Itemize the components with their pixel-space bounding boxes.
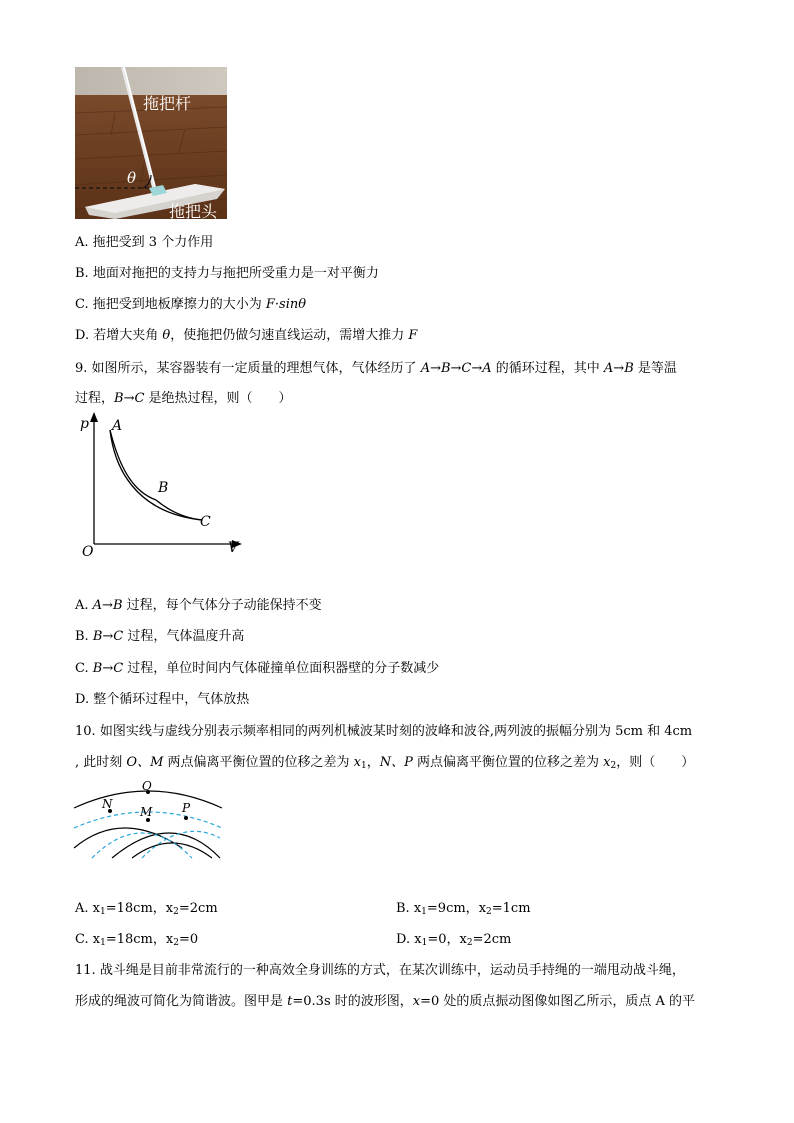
q8-option-d: D. 若增大夹角 θ，使拖把仍做匀速直线运动，需增大推力 F [75, 328, 418, 343]
axis-p: p [80, 416, 89, 432]
mop-photo [75, 67, 227, 219]
q9-option-a: A. A→B 过程，每个气体分子动能保持不变 [75, 598, 322, 613]
q10-stem-line1: 10. 如图实线与虚线分别表示频率相同的两列机械波某时刻的波峰和波谷,两列波的振幅分别为 5cm 和 4cm [75, 724, 693, 739]
point-o: O [142, 779, 152, 793]
q10-option-a: A. $x_1=18cm$，$x_2=2cm$ [75, 901, 218, 917]
point-p: P [182, 801, 191, 815]
q9-option-c: C. B→C 过程，单位时间内气体碰撞单位面积器壁的分子数减少 [75, 661, 440, 676]
q10-stem-line2: , 此时刻 O、M 两点偏离平衡位置的位移之差为 $x_1$，N、P 两点偏离平衡位置的位移之差为 $x_2$，则（ ） [75, 755, 695, 771]
wave-interference-diagram [72, 778, 224, 860]
q9-option-d: D. 整个循环过程中，气体放热 [75, 692, 250, 707]
q8-option-c: C. 拖把受到地板摩擦力的大小为 F·sinθ [75, 297, 307, 312]
q11-stem-line2: 形成的绳波可简化为简谐波。图甲是 t=0.3s 时的波形图，x=0 处的质点振动图像如图乙所示，质点 A 的平 [75, 994, 696, 1009]
pv-diagram [72, 410, 252, 560]
q11-stem-line1: 11. 战斗绳是目前非常流行的一种高效全身训练的方式，在某次训练中，运动员手持绳的一端甩动战斗绳， [75, 963, 685, 978]
origin-o: O [82, 544, 94, 560]
q9-stem-line1: 9. 如图所示，某容器装有一定质量的理想气体，气体经历了 A→B→C→A 的循环过程，其中 A→B 是等温 [75, 361, 677, 376]
point-c: C [200, 514, 211, 530]
q10-option-c: C. $x_1=18cm$，$x_2=0$ [75, 932, 199, 948]
q9-stem-line2: 过程，B→C 是绝热过程，则（ ） [75, 391, 292, 406]
label-rod: 拖把杆 [143, 96, 192, 113]
q10-option-d: D. $x_1=0$，$x_2=2cm$ [396, 932, 512, 948]
q8-option-a: A. 拖把受到 3 个力作用 [75, 235, 214, 250]
q9-option-b: B. B→C 过程，气体温度升高 [75, 629, 245, 644]
q8-option-b: B. 地面对拖把的支持力与拖把所受重力是一对平衡力 [75, 266, 379, 281]
angle-theta: θ [127, 169, 137, 187]
point-m: M [140, 805, 153, 819]
label-head: 拖把头 [169, 204, 218, 219]
axis-v: V [228, 540, 239, 556]
point-b: B [158, 480, 169, 496]
point-n: N [102, 797, 113, 811]
q10-option-b: B. $x_1=9cm$，$x_2=1cm$ [396, 901, 531, 917]
point-a: A [112, 418, 123, 434]
